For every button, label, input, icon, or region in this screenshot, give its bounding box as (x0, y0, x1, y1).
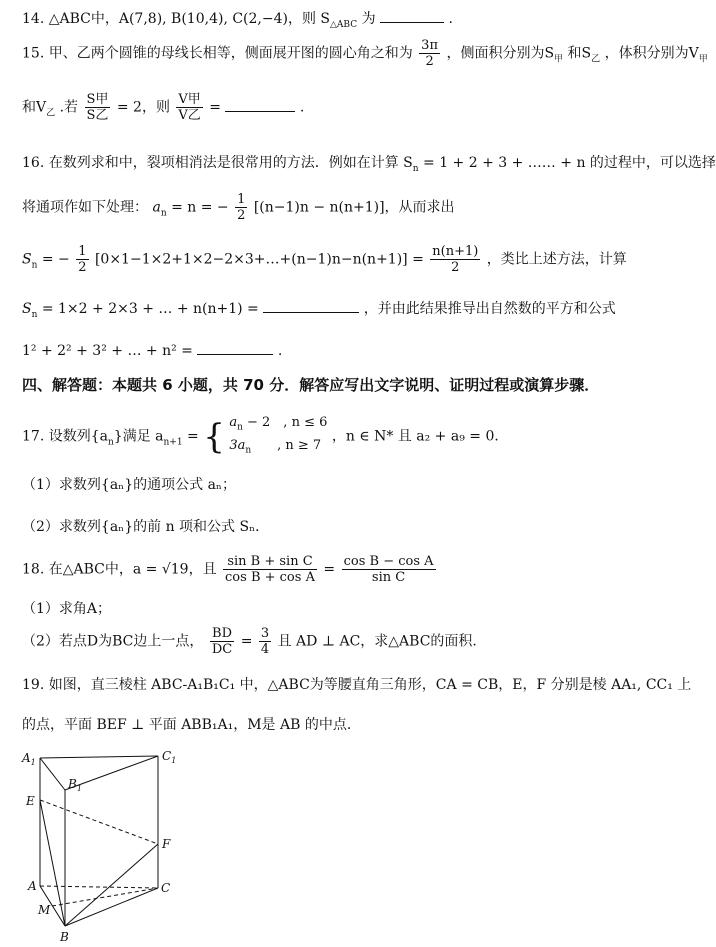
subscript: n (31, 260, 38, 271)
subscript: n (160, 208, 167, 219)
subscript: n+1 (163, 437, 183, 448)
question-19-line2: 的点，平面 BEF ⊥ 平面 ABB₁A₁，M是 AB 的中点． (22, 717, 361, 733)
label-b: B (60, 930, 69, 944)
label-m: M (38, 903, 51, 917)
question-text: = 2，则 (116, 99, 170, 116)
math: a (229, 415, 238, 430)
math: − 2 , n ≤ 6 (242, 415, 328, 430)
subscript: 甲 (698, 54, 708, 65)
math: [0×1−1×2+1×2−2×3+…+(n−1)n−n(n+1)] = (94, 251, 424, 268)
fraction (76, 244, 88, 275)
question-text: 为 (361, 11, 376, 27)
numerator: 3 (260, 626, 270, 641)
subscript: n (107, 437, 114, 448)
question-text: }满足 a (113, 428, 164, 445)
question-text: .若 (59, 99, 79, 116)
question-text: 且 AD ⊥ AC，求△ABC的面积. (277, 633, 477, 650)
math: = − (41, 251, 70, 268)
label-c1: $C_1$ (162, 749, 177, 765)
math: , n ≥ 7 (251, 437, 322, 453)
edge-a1c1 (40, 756, 158, 758)
fraction (85, 92, 111, 123)
denominator: sin C (371, 570, 406, 585)
question-17-part2: （2）求数列{aₙ}的前 n 项和公式 Sₙ． (22, 519, 270, 535)
fraction (259, 626, 271, 657)
subscript: n (237, 422, 243, 433)
question-17 (22, 414, 508, 459)
numerator: 3π (421, 38, 438, 53)
case-row (229, 437, 327, 460)
question-text: 设数列{a (48, 428, 108, 445)
question-16-line4 (22, 298, 616, 320)
question-16-line5 (22, 340, 282, 359)
edge-bc (65, 888, 158, 926)
question-number: 17. (22, 428, 45, 445)
case-row (229, 414, 327, 437)
fraction (223, 554, 317, 585)
subscript: △ABC (330, 19, 358, 30)
denominator: 2 (451, 260, 460, 275)
math: = (240, 633, 253, 650)
question-text: 甲、乙两个圆锥的母线长相等，侧面展开图的圆心角之和为 (48, 45, 413, 62)
question-text: 和S (567, 45, 592, 62)
question-text: ，并由此结果推导出自然数的平方和公式 (363, 301, 616, 317)
fraction (235, 192, 247, 223)
math: a (152, 199, 161, 216)
question-18-part1: （1）求角A； (22, 601, 112, 617)
denominator: 2 (425, 54, 434, 69)
question-number: 15. (22, 45, 45, 62)
numerator: cos B − cos A (343, 554, 434, 569)
denominator: DC (211, 642, 233, 657)
answer-blank (197, 340, 273, 355)
question-text: = (209, 99, 221, 116)
denominator: 2 (237, 208, 246, 223)
question-text: 在△ABC中，a = √19，且 (48, 561, 217, 578)
math: = (187, 428, 199, 445)
numerator: n(n+1) (432, 244, 479, 259)
numerator: S甲 (86, 92, 109, 107)
question-18-part2 (22, 626, 477, 657)
question-text: 将通项作如下处理： (22, 199, 148, 216)
math: = n = − (171, 199, 229, 216)
question-14 (22, 8, 453, 30)
math: [(n−1)n − n(n+1)]，从而求出 (253, 199, 455, 216)
question-text: ，类比上述方法，计算 (486, 251, 627, 268)
question-text: 和V (22, 99, 47, 116)
segment-bf (65, 844, 158, 926)
math: S (22, 301, 32, 317)
question-number: 14. (22, 11, 45, 27)
fraction (430, 244, 480, 275)
question-15-line2 (22, 92, 304, 123)
question-number: 16. (22, 155, 45, 171)
edge-a1b1 (40, 758, 65, 790)
question-text: ，n ∈ N* 且 a₂ + a₉ = 0． (331, 428, 509, 445)
subscript: n (412, 163, 419, 174)
fraction (342, 554, 436, 585)
question-number: 18. (22, 561, 45, 578)
question-16-line1 (22, 152, 716, 174)
subscript: 乙 (46, 108, 56, 119)
question-16-line2 (22, 192, 455, 223)
denominator: 2 (78, 260, 87, 275)
denominator: S乙 (86, 108, 109, 123)
subscript: n (31, 309, 38, 320)
denominator: cos B + cos A (225, 570, 315, 585)
section-heading: 四、解答题：本题共 6 小题，共 70 分．解答应写出文字说明、证明过程或演算步骤． (22, 376, 600, 394)
fraction (419, 38, 440, 69)
question-text: = 1 + 2 + 3 + …… + n 的过程中，可以选择 (423, 155, 716, 171)
label-e: E (26, 794, 35, 808)
question-text: ，侧面积分别为S (446, 45, 555, 62)
numerator: sin B + sin C (223, 554, 317, 570)
question-text: （2）若点D为BC边上一点， (22, 633, 204, 650)
question-18 (22, 554, 438, 585)
fraction (210, 626, 234, 657)
fraction (176, 92, 202, 123)
answer-blank (380, 8, 444, 23)
denominator: V乙 (178, 108, 201, 123)
punct: . (299, 99, 305, 116)
label-f: F (162, 837, 171, 851)
left-brace: { (203, 416, 225, 457)
question-text: △ABC中，A(7,8), B(10,4), C(2,−4)，则 S (48, 11, 331, 27)
numerator: BD (210, 626, 234, 642)
label-b1: $B_1$ (68, 777, 82, 793)
label-a1: $A_1$ (22, 751, 36, 767)
question-16-line3 (22, 244, 627, 275)
question-text: 如图，直三棱柱 ABC-A₁B₁C₁ 中，△ABC为等腰直角三角形，CA = CB，E，F 分别是棱 AA₁, CC₁ 上 (48, 677, 692, 693)
subscript: n (245, 445, 252, 456)
math: = 1×2 + 2×3 + … + n(n+1) = (41, 301, 259, 317)
question-text: ，体积分别为V (604, 45, 699, 62)
answer-blank (263, 298, 359, 313)
math: S (22, 251, 32, 268)
numerator: 1 (237, 192, 246, 207)
subscript: 甲 (554, 54, 564, 65)
segment-ef-hidden (40, 800, 158, 844)
math: 1² + 2² + 3² + … + n² = (22, 343, 193, 359)
question-15-line1 (22, 38, 708, 69)
numerator: V甲 (178, 92, 201, 107)
denominator: 4 (260, 642, 270, 657)
piecewise-cases (229, 414, 327, 459)
numerator: 1 (78, 244, 87, 259)
question-17-part1: （1）求数列{aₙ}的通项公式 aₙ； (22, 477, 236, 493)
subscript: 乙 (591, 54, 601, 65)
punct: . (277, 343, 283, 359)
question-number: 19. (22, 677, 45, 693)
answer-blank (225, 97, 295, 112)
question-19-line1 (22, 674, 691, 694)
question-text: 在数列求和中，裂项相消法是很常用的方法．例如在计算 S (48, 155, 413, 171)
label-c: C (161, 881, 171, 895)
math: 3a (229, 437, 246, 453)
prism-figure (18, 748, 188, 944)
math: = (323, 561, 336, 578)
punct: . (448, 11, 453, 27)
label-a: A (28, 879, 37, 893)
